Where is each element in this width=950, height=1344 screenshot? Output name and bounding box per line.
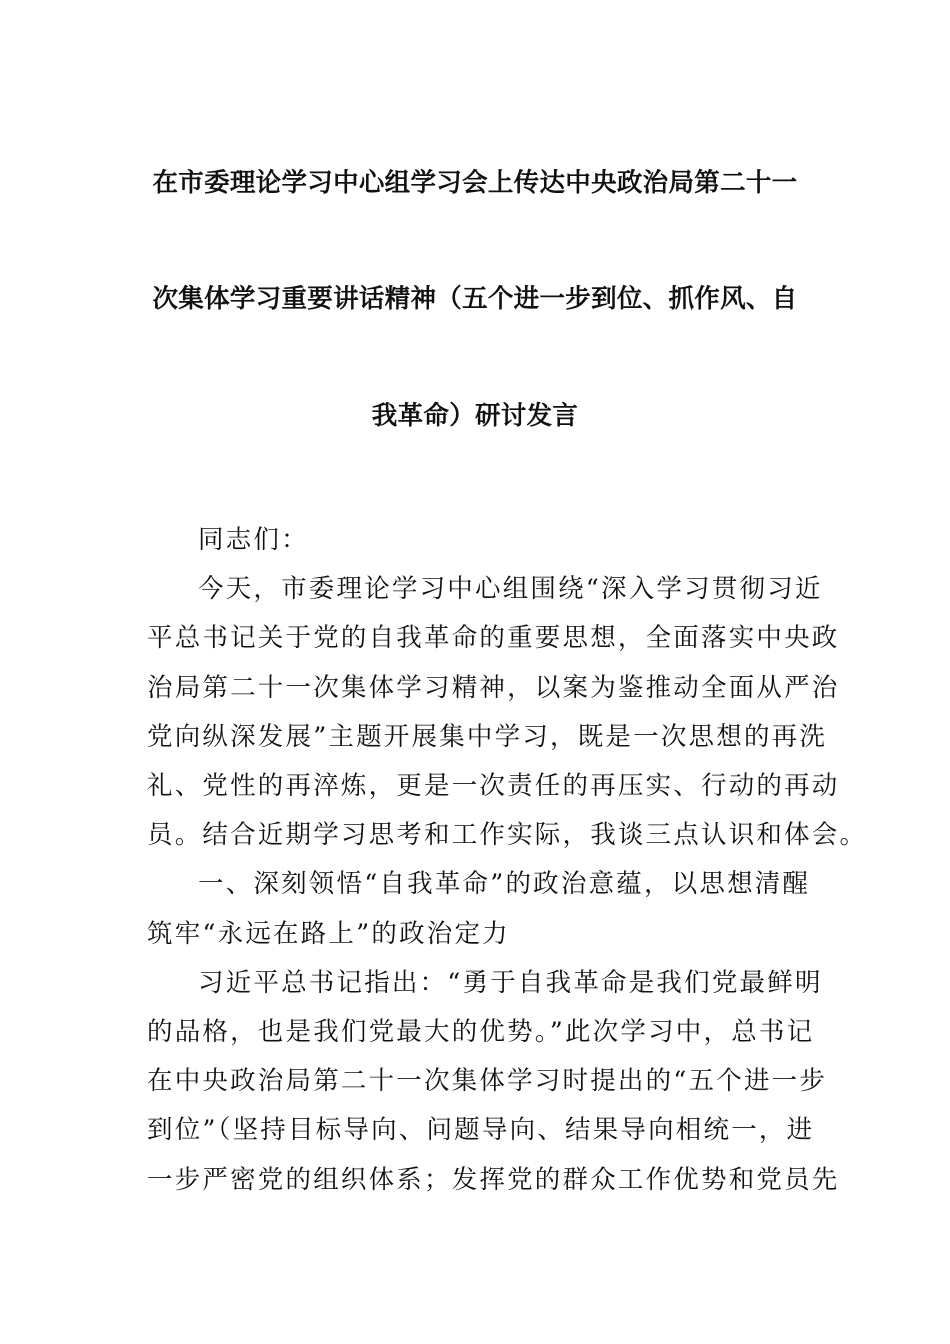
paragraph-1-line: 礼、党性的再淬炼，更是一次责任的再压实、行动的再动 bbox=[147, 771, 840, 802]
title-line-3: 我革命）研讨发言 bbox=[371, 401, 579, 431]
section-heading-1-line: 一、深刻领悟“自我革命”的政治意蕴，以思想清醒 bbox=[198, 869, 811, 900]
paragraph-1-line: 今天，市委理论学习中心组围绕“深入学习贯彻习近 bbox=[198, 574, 823, 605]
paragraph-2-line: 在中央政治局第二十一次集体学习时提出的“五个进一步 bbox=[147, 1066, 828, 1097]
paragraph-2 bbox=[147, 959, 840, 1205]
paragraph-2-line: 到位”（坚持目标导向、问题导向、结果导向相统一，进 bbox=[147, 1115, 815, 1146]
paragraph-1-line: 党向纵深发展”主题开展集中学习，既是一次思想的再洗 bbox=[147, 721, 828, 752]
paragraph-1-line: 平总书记关于党的自我革命的重要思想，全面落实中央政 bbox=[147, 623, 840, 654]
paragraph-1-line: 治局第二十一次集体学习精神，以案为鉴推动全面从严治 bbox=[147, 672, 840, 703]
paragraph-2-line: 的品格，也是我们党最大的优势。”此次学习中，总书记 bbox=[147, 1017, 815, 1048]
section-heading-1 bbox=[147, 860, 811, 958]
title-line-1: 在市委理论学习中心组学习会上传达中央政治局第二十一 bbox=[152, 168, 798, 198]
document-body bbox=[147, 516, 868, 1205]
title-line-2: 次集体学习重要讲话精神（五个进一步到位、抓作风、自 bbox=[152, 284, 798, 314]
salutation: 同志们： bbox=[198, 525, 309, 555]
paragraph-1-line: 员。结合近期学习思考和工作实际，我谈三点认识和体会。 bbox=[147, 820, 868, 851]
paragraph-1 bbox=[147, 565, 868, 860]
paragraph-2-line: 习近平总书记指出：“勇于自我革命是我们党最鲜明 bbox=[198, 967, 823, 998]
section-heading-1-line: 筑牢“永远在路上”的政治定力 bbox=[147, 918, 510, 949]
paragraph-2-line: 一步严密党的组织体系；发挥党的群众工作优势和党员先 bbox=[147, 1164, 840, 1195]
